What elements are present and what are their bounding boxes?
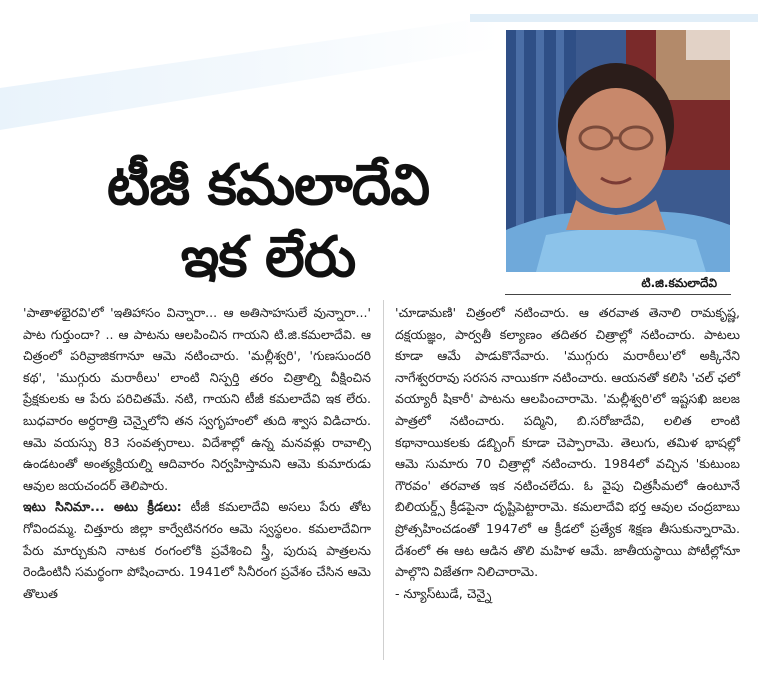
- portrait-image: [506, 30, 730, 272]
- right-paragraph-1: 'చూడామణి' చిత్రంలో నటించారు. ఆ తరవాత తెనాలి రామకృష్ణ, దక్షయజ్ఞం, పార్వతీ కల్యాణం తదితర చిత్రాల్లో నటించారు. పాటలు కూడా ఆమే పాడుకొనేవారు. 'ముగ్గురు మరాఠీలు'లో అక్కినేని నాగేశ్వరరావు సరసన నాయికగా నటించారు. ఆయనతో కలిసి 'చల్ ఛలో వయ్యారీ షికారీ' పాటను ఆలపించారామె. 'మల్లీశ్వరి'లో ఇష్టసఖి జలజ పాత్రలో నటించారు. పద్మిని, బి.సరోజాదేవి, లలిత లాంటి కథానాయికలకు డబ్బింగ్ కూడా చెప్పారామె. తెలుగు, తమిళ భాషల్లో ఆమె సుమారు 70 చిత్రాల్లో నటించారు. 1984లో వచ్చిన 'కుటుంబ గౌరవం' తరవాత ఇక నటించలేదు. ఓ వైపు చిత్రసీమలో ఉంటూనే బిలియర్డ్స్ క్రీడపైనా దృష్టిపెట్టారామె. కమలాదేవి భర్త ఆవుల చంద్రబాబు ప్రోత్సహించడంతో 1947లో ఆ క్రీడలో ప్రత్యేక శిక్షణ తీసుకున్నారామె. దేశంలో ఈ ఆట ఆడిన తొలి మహిళ ఆమే. జాతీయస్థాయి పోటీల్లోనూ పాల్గొని విజేతగా నిలిచారామె.: [395, 305, 740, 580]
- top-blue-strip: [470, 14, 758, 22]
- headline-line-2: ఇక లేరు: [180, 225, 356, 290]
- photo-caption: [505, 272, 731, 295]
- headline-line-1: టీజీ కమలాదేవి: [106, 153, 430, 218]
- article-right-column: [395, 302, 740, 604]
- byline: - న్యూస్‌టుడే, చెన్నై: [395, 585, 492, 601]
- column-divider: [383, 300, 384, 660]
- left-paragraph-2-text: టీజీ కమలాదేవి అసలు పేరు తోట గోవిందమ్మ. చిత్తూరు జిల్లా కార్వేటినగరం ఆమె స్వస్థలం. కమలాదేవిగా పేరు మార్చుకుని నాటక రంగంలోకి ప్రవేశించి స్త్రీ, పురుష పాత్రలను రెండింటినీ సమర్థంగా పోషించారు. 1941లో సినీరంగ ప్రవేశం చేసిన ఆమె తొలుత: [23, 499, 371, 601]
- left-paragraph-1: 'పాతాళభైరవి'లో 'ఇతిహాసం విన్నారా... ఆ అతిసాహసులే వున్నారా...' పాట గుర్తుందా? .. ఆ పాటను ఆలపించిన గాయని టి.జి.కమలాదేవి. ఆ చిత్రంలో పరివ్రాజికగానూ ఆమె నటించారు. 'మల్లీశ్వరి', 'గుణసుందరి కథ', 'ముగ్గురు మరాఠీలు' లాంటి నిస్పర్తి తరం చిత్రాల్ని వీక్షించిన ప్రేక్షకులకు ఆ పేరు పరిచితమే. నటి, గాయని టీజీ కమలాదేవి ఇక లేరు. బుధవారం అర్ధరాత్రి చెన్నైలోని తన స్వగృహంలో తుది శ్వాస విడిచారు. ఆమె వయస్సు 83 సంవత్సరాలు. విదేశాల్లో ఉన్న మనవళ్లు రావాల్సి ఉండటంతో అంత్యక్రియల్ని ఆదివారం నిర్వహిస్తామని ఆమె కుమారుడు ఆవుల జయచందర్ తెలిపారు.: [23, 305, 371, 493]
- photo-caption-text: టి.జి.కమలాదేవి: [641, 276, 717, 290]
- headline: [58, 150, 478, 294]
- left-paragraph-2: [23, 496, 371, 604]
- article-left-column: [23, 302, 371, 604]
- light-blue-band: [0, 20, 500, 130]
- subheading: ఇటు సినిమా... అటు క్రీడలు:: [23, 499, 182, 515]
- portrait-photo: [506, 30, 730, 272]
